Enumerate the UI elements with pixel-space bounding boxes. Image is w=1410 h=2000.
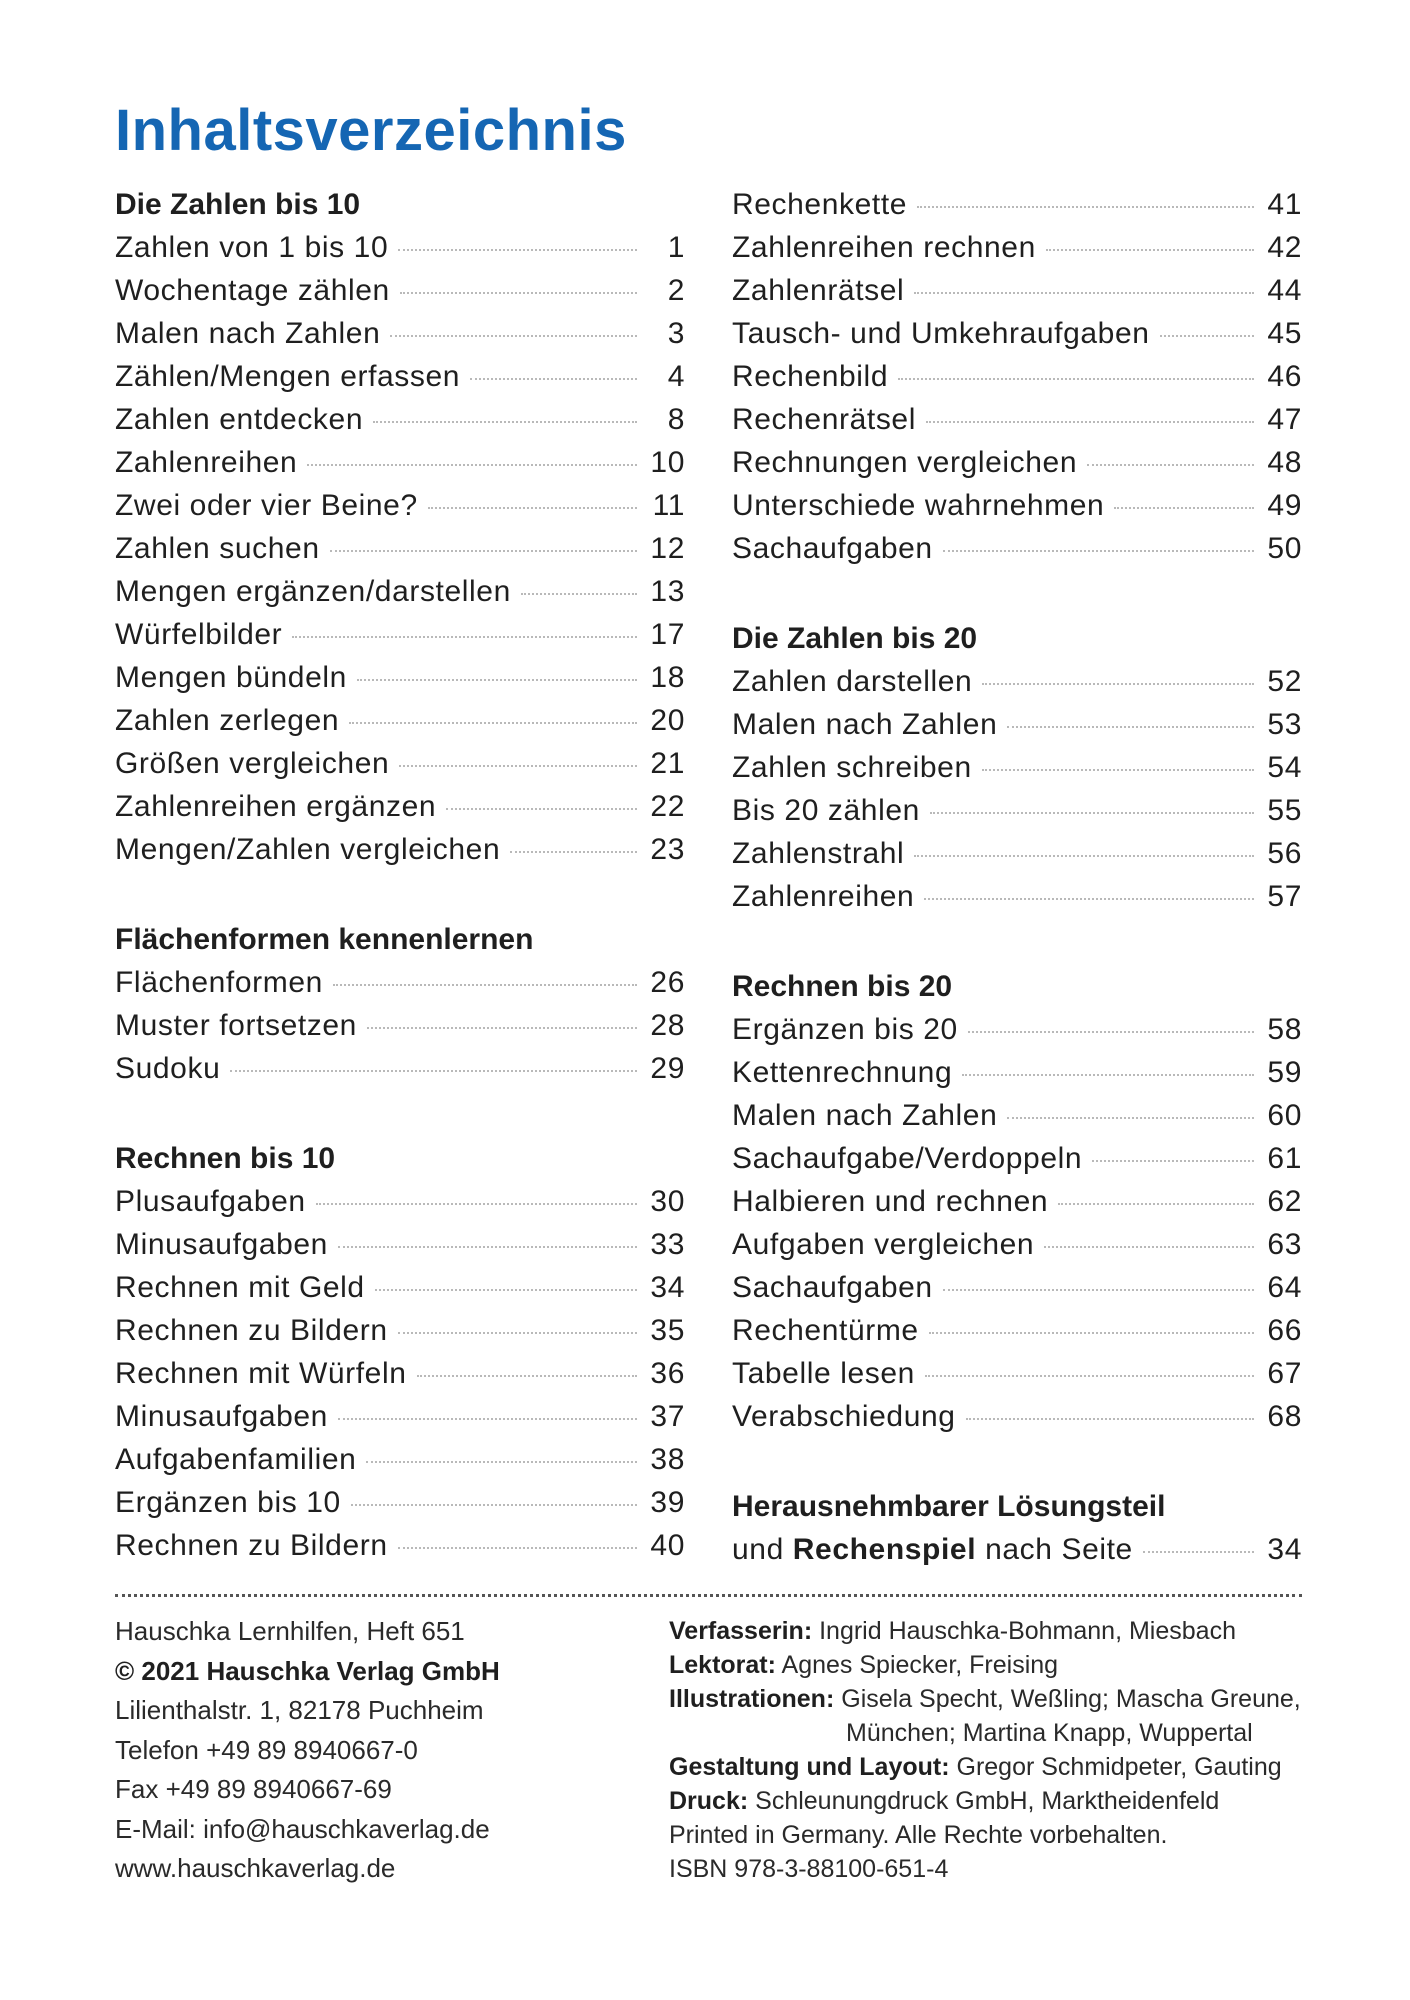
toc-leader-dots — [1046, 249, 1254, 251]
imprint-editor-value: Agnes Spiecker, Freising — [781, 1651, 1059, 1679]
toc-leader-dots — [417, 1375, 637, 1377]
toc-leader-dots — [943, 1289, 1254, 1291]
imprint-design-value: Gregor Schmidpeter, Gauting — [956, 1753, 1282, 1781]
toc-leader-dots — [1044, 1246, 1254, 1248]
toc-entry-page: 18 — [650, 661, 685, 694]
toc-entry-page: 64 — [1267, 1271, 1302, 1304]
toc-entry-label: Rechnen zu Bildern — [115, 1529, 388, 1562]
toc-entry-label: Minusaufgaben — [115, 1400, 328, 1433]
toc-entry-label: Flächenformen — [115, 966, 323, 999]
toc-entry-label: Malen nach Zahlen — [732, 708, 998, 741]
toc-entry-page: 12 — [650, 532, 685, 565]
toc-entry[interactable] — [115, 484, 685, 527]
toc-leader-dots — [333, 984, 637, 986]
toc-leader-dots — [470, 378, 637, 380]
toc-entry-page: 48 — [1267, 446, 1302, 479]
toc-entry[interactable] — [732, 441, 1302, 484]
toc-leader-dots — [366, 1461, 637, 1463]
toc-entry-label: Kettenrechnung — [732, 1056, 953, 1089]
toc-entry[interactable] — [732, 746, 1302, 789]
toc-entry[interactable] — [732, 312, 1302, 355]
toc-entry[interactable] — [732, 660, 1302, 703]
toc-leader-dots — [926, 421, 1254, 423]
toc-entry[interactable] — [115, 570, 685, 613]
toc-section-heading: Rechnen bis 10 — [115, 1142, 336, 1175]
toc-leader-dots — [914, 292, 1254, 294]
toc-leader-dots — [1058, 1203, 1254, 1205]
toc-entry[interactable] — [115, 1524, 685, 1567]
toc-entry[interactable] — [115, 312, 685, 355]
toc-left-column — [115, 183, 685, 1614]
toc-entry-label: Minusaufgaben — [115, 1228, 328, 1261]
imprint-print-value: Schleunungdruck GmbH, Marktheidenfeld — [755, 1787, 1220, 1815]
toc-entry[interactable] — [115, 613, 685, 656]
toc-entry[interactable] — [732, 1051, 1302, 1094]
toc-entry-label: Rechnen mit Würfeln — [115, 1357, 407, 1390]
toc-leader-dots — [357, 679, 637, 681]
toc-leader-dots — [230, 1070, 637, 1072]
toc-entry-label: Zahlenreihen ergänzen — [115, 790, 437, 823]
toc-entry-label: Zahlen entdecken — [115, 403, 364, 436]
toc-entry-page: 20 — [650, 704, 685, 737]
toc-leader-dots — [929, 1332, 1254, 1334]
toc-entry-label: Ergänzen bis 20 — [732, 1013, 958, 1046]
toc-leader-dots — [1007, 1117, 1254, 1119]
toc-entry-page: 3 — [667, 317, 685, 350]
toc-leader-dots — [375, 1289, 637, 1291]
toc-entry-page: 57 — [1267, 880, 1302, 913]
toc-entry[interactable] — [115, 1352, 685, 1395]
toc-entry-label: Größen vergleichen — [115, 747, 390, 780]
imprint-author-value: Ingrid Hauschka-Bohmann, Miesbach — [819, 1617, 1236, 1645]
toc-entry[interactable] — [115, 656, 685, 699]
imprint-editor-label: Lektorat: — [669, 1651, 776, 1679]
toc-entry-label: Rechentürme — [732, 1314, 919, 1347]
toc-entry-page: 8 — [667, 403, 685, 436]
toc-right-column — [732, 183, 1302, 1618]
toc-entry-label: Bis 20 zählen — [732, 794, 920, 827]
toc-entry-appendix[interactable] — [732, 1528, 1302, 1571]
toc-entry[interactable] — [115, 1266, 685, 1309]
toc-entry-page: 13 — [650, 575, 685, 608]
toc-section — [732, 183, 1302, 570]
toc-entry-label: Tabelle lesen — [732, 1357, 915, 1390]
toc-entry[interactable] — [732, 1309, 1302, 1352]
toc-entry[interactable] — [115, 1047, 685, 1090]
toc-entry[interactable] — [115, 527, 685, 570]
toc-entry[interactable] — [115, 398, 685, 441]
toc-entry-page: 58 — [1267, 1013, 1302, 1046]
toc-entry-page: 2 — [667, 274, 685, 307]
toc-entry-page: 50 — [1267, 532, 1302, 565]
imprint-illustrations-label: Illustrationen: — [669, 1685, 835, 1713]
toc-entry-page: 39 — [650, 1486, 685, 1519]
imprint-divider — [115, 1594, 1302, 1597]
toc-section — [732, 617, 1302, 918]
page-title: Inhaltsverzeichnis — [115, 98, 627, 163]
imprint-website[interactable]: www.hauschkaverlag.de — [115, 1853, 396, 1883]
toc-leader-dots — [962, 1074, 1254, 1076]
toc-leader-dots — [510, 851, 637, 853]
toc-entry-label: Sachaufgaben — [732, 532, 933, 565]
toc-entry-label: Halbieren und rechnen — [732, 1185, 1049, 1218]
toc-leader-dots — [1092, 1160, 1254, 1162]
toc-leader-dots — [943, 550, 1254, 552]
toc-entry[interactable] — [732, 269, 1302, 312]
toc-entry[interactable] — [115, 1481, 685, 1524]
toc-entry-label: Zahlenreihen rechnen — [732, 231, 1036, 264]
imprint-copyright: © 2021 Hauschka Verlag GmbH — [115, 1655, 500, 1686]
toc-entry[interactable] — [732, 1180, 1302, 1223]
toc-entry-page: 53 — [1267, 708, 1302, 741]
imprint-design — [669, 1750, 1319, 1784]
imprint-publisher — [115, 1612, 675, 1889]
toc-leader-dots — [307, 464, 637, 466]
toc-entry-label: Zahlenstrahl — [732, 837, 905, 870]
toc-entry-label: Ergänzen bis 10 — [115, 1486, 341, 1519]
toc-entry-page: 33 — [650, 1228, 685, 1261]
toc-entry-page: 55 — [1267, 794, 1302, 827]
toc-leader-dots — [982, 769, 1254, 771]
toc-entry-label: Aufgabenfamilien — [115, 1443, 357, 1476]
toc-leader-dots — [924, 898, 1254, 900]
toc-leader-dots — [1087, 464, 1254, 466]
toc-entry[interactable] — [732, 398, 1302, 441]
toc-entry-label: Malen nach Zahlen — [115, 317, 381, 350]
toc-entry[interactable] — [732, 875, 1302, 918]
toc-entry-page: 52 — [1267, 665, 1302, 698]
toc-entry-page: 54 — [1267, 751, 1302, 784]
toc-leader-dots — [898, 378, 1254, 380]
toc-leader-dots — [367, 1027, 637, 1029]
imprint-illustrations-value: Gisela Specht, Weßling; Mascha Greune, — [841, 1685, 1301, 1713]
toc-entry-label: Zwei oder vier Beine? — [115, 489, 418, 522]
toc-entry[interactable] — [732, 1008, 1302, 1051]
toc-entry-label: Rechenrätsel — [732, 403, 916, 436]
toc-entry-page: 46 — [1267, 360, 1302, 393]
toc-entry-page: 44 — [1267, 274, 1302, 307]
imprint-email[interactable]: E-Mail: info@hauschkaverlag.de — [115, 1813, 490, 1844]
toc-entry-label: Plusaufgaben — [115, 1185, 306, 1218]
toc-entry-page: 41 — [1267, 188, 1302, 221]
toc-entry-label: Würfelbilder — [115, 618, 283, 651]
toc-right-sections — [732, 183, 1302, 1438]
toc-entry-label: Zahlenreihen — [115, 446, 298, 479]
toc-entry-label: Muster fortsetzen — [115, 1009, 357, 1042]
toc-entry[interactable] — [732, 1137, 1302, 1180]
toc-leader-dots — [1143, 1551, 1254, 1553]
imprint-print — [669, 1784, 1319, 1818]
toc-entry[interactable] — [732, 484, 1302, 527]
toc-entry-page: 42 — [1267, 231, 1302, 264]
toc-leader-dots — [398, 1547, 637, 1549]
toc-section-appendix — [732, 1485, 1302, 1571]
toc-entry[interactable] — [732, 226, 1302, 269]
toc-entry-page: 11 — [652, 489, 685, 522]
toc-entry-label: Rechnen mit Geld — [115, 1271, 365, 1304]
toc-entry-page: 45 — [1267, 317, 1302, 350]
toc-leader-dots — [349, 722, 637, 724]
toc-section — [732, 965, 1302, 1438]
toc-entry-label: Zahlen schreiben — [732, 751, 972, 784]
toc-entry[interactable] — [732, 703, 1302, 746]
toc-section — [115, 918, 685, 1090]
toc-leader-dots — [968, 1031, 1254, 1033]
toc-entry[interactable] — [115, 961, 685, 1004]
toc-entry[interactable] — [732, 1352, 1302, 1395]
toc-entry-label: Mengen ergänzen/darstellen — [115, 575, 511, 608]
toc-entry-page: 60 — [1267, 1099, 1302, 1132]
toc-entry[interactable] — [732, 1223, 1302, 1266]
toc-section-heading: Flächenformen kennenlernen — [115, 923, 534, 956]
toc-leader-dots — [1114, 507, 1254, 509]
toc-entry[interactable] — [115, 269, 685, 312]
toc-entry-page: 59 — [1267, 1056, 1302, 1089]
toc-entry-page: 17 — [650, 618, 685, 651]
toc-entry-page: 1 — [667, 231, 685, 264]
toc-entry-page: 26 — [650, 966, 685, 999]
imprint-editor — [669, 1648, 1319, 1682]
toc-entry-label-bold: Rechenspiel — [792, 1533, 977, 1566]
toc-entry-page: 66 — [1267, 1314, 1302, 1347]
toc-leader-dots — [399, 765, 637, 767]
toc-leader-dots — [316, 1203, 637, 1205]
toc-entry-page: 4 — [667, 360, 685, 393]
imprint-print-label: Druck: — [669, 1787, 749, 1815]
toc-entry[interactable] — [115, 785, 685, 828]
toc-leader-dots — [373, 421, 637, 423]
toc-entry-label: Zählen/Mengen erfassen — [115, 360, 461, 393]
toc-leader-dots — [338, 1418, 637, 1420]
imprint-author-label: Verfasserin: — [669, 1617, 813, 1645]
toc-entry-label: Malen nach Zahlen — [732, 1099, 998, 1132]
imprint-series: Hauschka Lernhilfen, Heft 651 — [115, 1616, 465, 1646]
toc-leader-dots — [338, 1246, 637, 1248]
toc-leader-dots — [428, 507, 637, 509]
toc-entry-page: 68 — [1267, 1400, 1302, 1433]
toc-entry-page: 35 — [650, 1314, 685, 1347]
toc-leader-dots — [292, 636, 637, 638]
toc-entry[interactable] — [115, 355, 685, 398]
toc-entry-label: Rechenkette — [732, 188, 908, 221]
toc-entry[interactable] — [732, 1094, 1302, 1137]
toc-entry-label: Rechnen zu Bildern — [115, 1314, 388, 1347]
toc-entry-label: Zahlen von 1 bis 10 — [115, 231, 389, 264]
toc-entry-page: 37 — [650, 1400, 685, 1433]
toc-entry[interactable] — [115, 1180, 685, 1223]
toc-entry-label: Zahlenrätsel — [732, 274, 905, 307]
toc-entry[interactable] — [115, 1223, 685, 1266]
toc-leader-dots — [521, 593, 637, 595]
imprint-illustrations-cont: München; Martina Knapp, Wuppertal — [846, 1719, 1253, 1747]
toc-entry-page: 34 — [1267, 1533, 1302, 1566]
toc-leader-dots — [446, 808, 637, 810]
toc-entry-label-prefix: und — [732, 1533, 793, 1566]
toc-entry-label: Mengen bündeln — [115, 661, 347, 694]
toc-entry-page: 23 — [650, 833, 685, 866]
toc-entry-label: Rechenbild — [732, 360, 889, 393]
toc-entry-label: Zahlen darstellen — [732, 665, 973, 698]
toc-entry-page: 49 — [1267, 489, 1302, 522]
toc-entry-page: 21 — [650, 747, 685, 780]
toc-leader-dots — [914, 855, 1254, 857]
toc-entry-label: Sachaufgaben — [732, 1271, 933, 1304]
toc-section-heading: Rechnen bis 20 — [732, 970, 953, 1003]
toc-entry-label: Tausch- und Umkehraufgaben — [732, 317, 1150, 350]
toc-leader-dots — [966, 1418, 1254, 1420]
toc-leader-dots — [982, 683, 1254, 685]
toc-entry[interactable] — [732, 183, 1302, 226]
toc-entry-label: Verabschiedung — [732, 1400, 956, 1433]
toc-entry-page: 47 — [1267, 403, 1302, 436]
toc-entry-page: 63 — [1267, 1228, 1302, 1261]
toc-entry[interactable] — [732, 789, 1302, 832]
toc-entry[interactable] — [732, 1266, 1302, 1309]
toc-entry-page: 30 — [650, 1185, 685, 1218]
toc-entry-label: Zahlen suchen — [115, 532, 320, 565]
toc-entry-page: 10 — [650, 446, 685, 479]
toc-leader-dots — [390, 335, 637, 337]
toc-entry-label: Zahlen zerlegen — [115, 704, 340, 737]
imprint-address: Lilienthalstr. 1, 82178 Puchheim — [115, 1695, 484, 1725]
toc-entry[interactable] — [115, 699, 685, 742]
toc-leader-dots — [917, 206, 1254, 208]
toc-entry-page: 40 — [650, 1529, 685, 1562]
toc-entry-page: 61 — [1267, 1142, 1302, 1175]
toc-entry-page: 22 — [650, 790, 685, 823]
toc-entry[interactable] — [115, 1438, 685, 1481]
toc-entry[interactable] — [115, 742, 685, 785]
toc-entry-label — [732, 1528, 1133, 1571]
toc-entry[interactable] — [732, 355, 1302, 398]
toc-section — [115, 1137, 685, 1567]
toc-section — [115, 183, 685, 871]
toc-entry-label: Mengen/Zahlen vergleichen — [115, 833, 501, 866]
toc-entry[interactable] — [115, 441, 685, 484]
toc-entry-page: 34 — [650, 1271, 685, 1304]
toc-entry-page: 56 — [1267, 837, 1302, 870]
toc-entry[interactable] — [115, 1004, 685, 1047]
toc-entry-label-suffix: nach Seite — [976, 1533, 1133, 1566]
toc-entry-label: Sachaufgabe/Verdoppeln — [732, 1142, 1083, 1175]
toc-leader-dots — [398, 1332, 637, 1334]
imprint-credits — [669, 1614, 1319, 1886]
toc-entry-page: 29 — [650, 1052, 685, 1085]
toc-entry[interactable] — [115, 226, 685, 269]
imprint-phone: Telefon +49 89 8940667-0 — [115, 1734, 418, 1765]
toc-entry[interactable] — [115, 1395, 685, 1438]
imprint-author — [669, 1614, 1319, 1648]
toc-entry[interactable] — [732, 527, 1302, 570]
imprint-fax: Fax +49 89 8940667-69 — [115, 1774, 392, 1804]
imprint-design-label: Gestaltung und Layout: — [669, 1753, 950, 1781]
toc-entry[interactable] — [732, 832, 1302, 875]
toc-entry[interactable] — [115, 828, 685, 871]
toc-section-heading: Die Zahlen bis 10 — [115, 188, 361, 221]
toc-entry-label: Aufgaben vergleichen — [732, 1228, 1035, 1261]
toc-entry-label: Wochentage zählen — [115, 274, 390, 307]
toc-entry-page: 67 — [1267, 1357, 1302, 1390]
toc-entry-page: 62 — [1267, 1185, 1302, 1218]
toc-entry-label: Unterschiede wahrnehmen — [732, 489, 1105, 522]
toc-entry-label: Rechnungen vergleichen — [732, 446, 1078, 479]
imprint-rights: Printed in Germany. Alle Rechte vorbehalten. — [669, 1821, 1168, 1849]
toc-leader-dots — [1160, 335, 1254, 337]
toc-leader-dots — [930, 812, 1254, 814]
toc-leader-dots — [1007, 726, 1254, 728]
toc-entry-page: 28 — [650, 1009, 685, 1042]
toc-entry-label: Zahlenreihen — [732, 880, 915, 913]
imprint-illustrations — [669, 1682, 1319, 1716]
toc-section-heading: Die Zahlen bis 20 — [732, 622, 978, 655]
toc-entry[interactable] — [115, 1309, 685, 1352]
toc-leader-dots — [351, 1504, 637, 1506]
toc-leader-dots — [330, 550, 637, 552]
toc-entry[interactable] — [732, 1395, 1302, 1438]
toc-section-heading: Herausnehmbarer Lösungsteil — [732, 1490, 1166, 1523]
imprint-isbn: ISBN 978-3-88100-651-4 — [669, 1855, 949, 1883]
toc-entry-label: Sudoku — [115, 1052, 221, 1085]
toc-leader-dots — [925, 1375, 1254, 1377]
toc-leader-dots — [398, 249, 637, 251]
toc-leader-dots — [400, 292, 637, 294]
toc-entry-page: 36 — [650, 1357, 685, 1390]
toc-entry-page: 38 — [650, 1443, 685, 1476]
